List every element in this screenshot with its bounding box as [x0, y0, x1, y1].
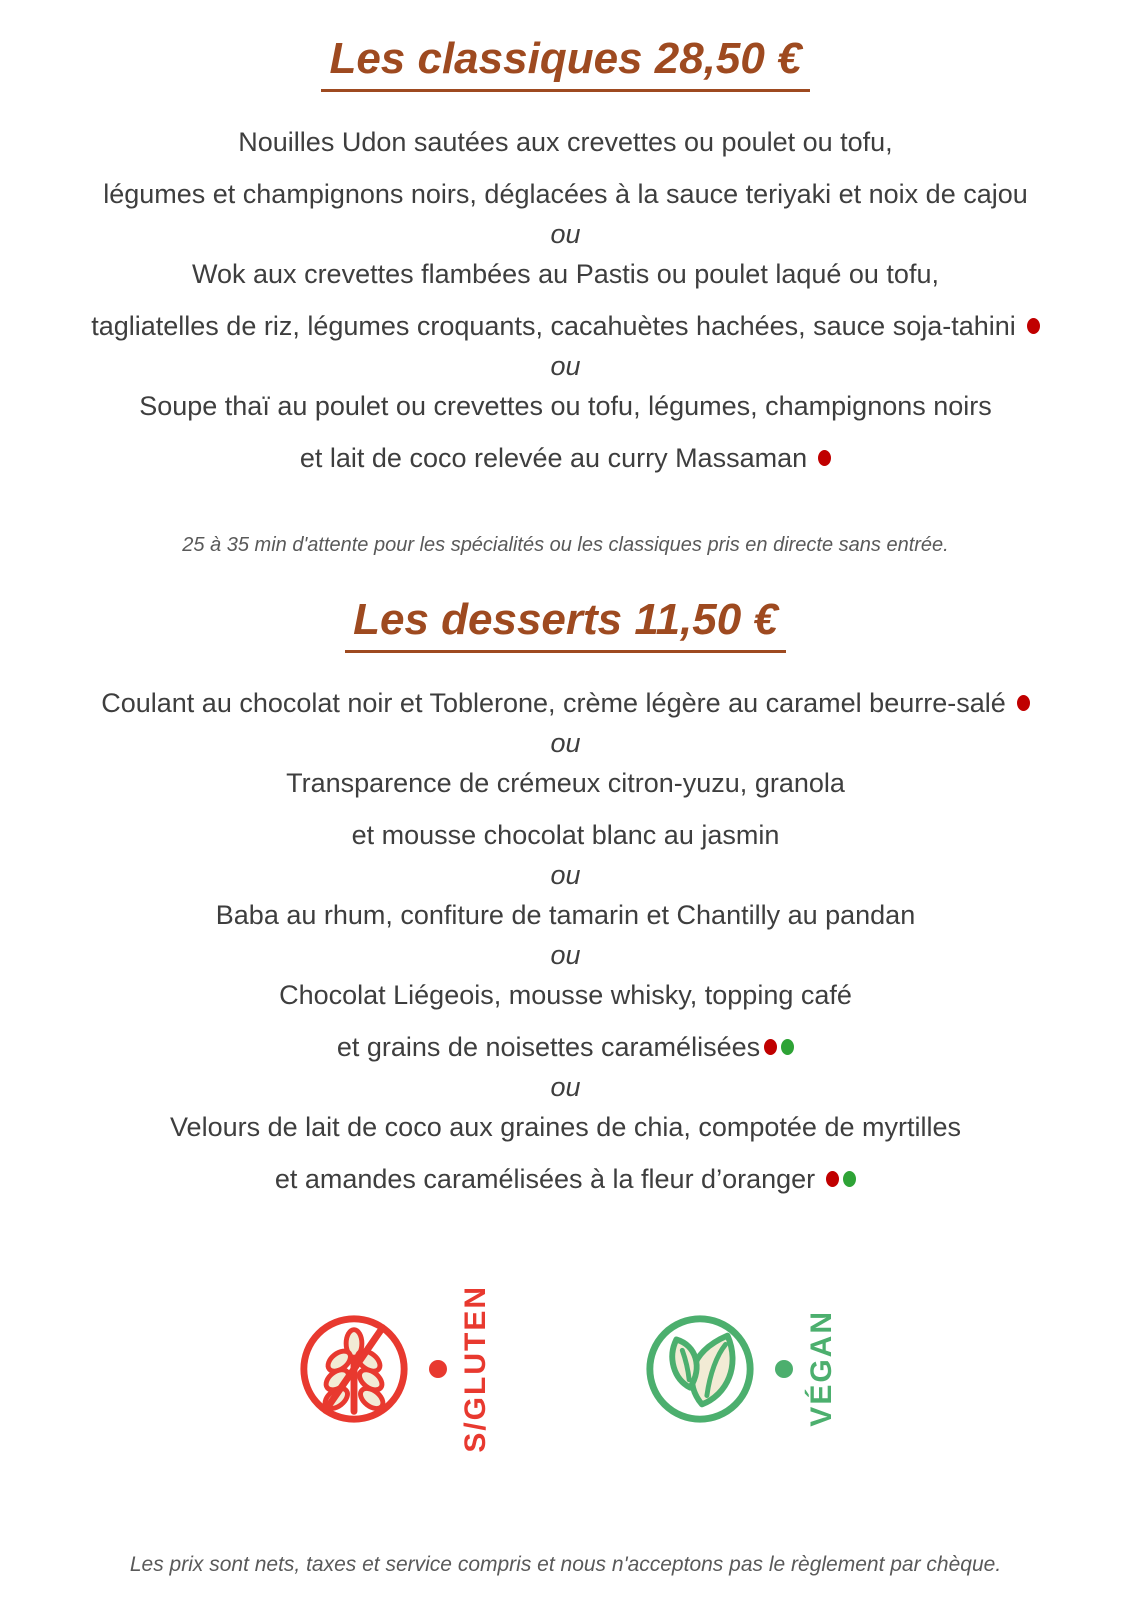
- menu-line-text: et lait de coco relevée au curry Massaman: [299, 443, 808, 473]
- menu-line: [0, 306, 1131, 346]
- legend-item-vegan: [641, 1310, 837, 1428]
- or-separator: ou: [550, 1072, 581, 1102]
- menu-line-text: Soupe thaï au poulet ou crevettes ou tofu, légumes, champignons noirs: [139, 391, 992, 421]
- or-separator: ou: [550, 860, 581, 890]
- menu-line-text: Velours de lait de coco aux graines de chia, compotée de myrtilles: [170, 1112, 961, 1142]
- menu-line-text: tagliatelles de riz, légumes croquants, cacahuètes hachées, sauce soja-tahini: [91, 311, 1016, 341]
- menu-line: [0, 174, 1131, 214]
- menu-line-text: Baba au rhum, confiture de tamarin et Chantilly au pandan: [215, 900, 916, 930]
- menu-line-text: Coulant au chocolat noir et Toblerone, crème légère au caramel beurre-salé: [101, 688, 1006, 718]
- wait-note: 25 à 35 min d'attente pour les spécialités ou les classiques pris en directe sans entrée.: [182, 534, 949, 556]
- menu-line: [0, 975, 1131, 1015]
- vegan-dot: [775, 1360, 793, 1378]
- footer-note: Les prix sont nets, taxes et service compris et nous n'acceptons pas le règlement par chèque.: [129, 1552, 1002, 1576]
- menu-line-text: Chocolat Liégeois, mousse whisky, topping café: [279, 980, 852, 1010]
- vegan-icon: [641, 1310, 759, 1428]
- menu-line: [0, 1027, 1131, 1067]
- menu-line: [0, 438, 1131, 478]
- vegan-label: VÉGAN: [804, 1310, 838, 1428]
- menu-line: [0, 815, 1131, 855]
- menu-line: [0, 763, 1131, 803]
- section-title-classiques: [0, 34, 1131, 92]
- or-separator: ou: [550, 219, 581, 249]
- menu-line-text: Nouilles Udon sautées aux crevettes ou poulet ou tofu,: [238, 127, 893, 157]
- or-separator: ou: [550, 728, 581, 758]
- or-separator: ou: [550, 351, 581, 381]
- allergen-dots: [1006, 688, 1030, 718]
- menu-line: [0, 1159, 1131, 1199]
- section-title-classiques-text: Les classiques 28,50 €: [321, 34, 809, 92]
- menu-line-text: et grains de noisettes caramélisées: [336, 1032, 761, 1062]
- menu-line-text: et mousse chocolat blanc au jasmin: [351, 820, 780, 850]
- section-classiques: [0, 122, 1131, 478]
- allergen-dots: [807, 443, 831, 473]
- menu-line-text: légumes et champignons noirs, déglacées à la sauce teriyaki et noix de cajou: [103, 179, 1028, 209]
- menu-line: [0, 1107, 1131, 1147]
- allergen-dots: [815, 1164, 856, 1194]
- menu-line: [0, 895, 1131, 935]
- menu-line-text: Wok aux crevettes flambées au Pastis ou poulet laqué ou tofu,: [192, 259, 939, 289]
- allergen-dots: [1016, 311, 1040, 341]
- section-title-desserts-text: Les desserts 11,50 €: [345, 595, 786, 653]
- gluten-free-icon: [295, 1310, 413, 1428]
- gluten-free-label: S/GLUTEN: [458, 1285, 492, 1453]
- menu-line: [0, 683, 1131, 723]
- allergen-dots: [760, 1032, 794, 1062]
- menu-line: [0, 254, 1131, 294]
- menu-line-text: et amandes caramélisées à la fleur d’oranger: [274, 1164, 816, 1194]
- menu-line: [0, 122, 1131, 162]
- or-separator: ou: [550, 940, 581, 970]
- section-title-desserts: [0, 595, 1131, 653]
- menu-line-text: Transparence de crémeux citron-yuzu, granola: [286, 768, 845, 798]
- legend-item-gluten-free: [295, 1285, 491, 1453]
- section-desserts: [0, 683, 1131, 1199]
- gluten-free-dot: [429, 1360, 447, 1378]
- menu-line: [0, 386, 1131, 426]
- legend: [0, 1285, 1131, 1453]
